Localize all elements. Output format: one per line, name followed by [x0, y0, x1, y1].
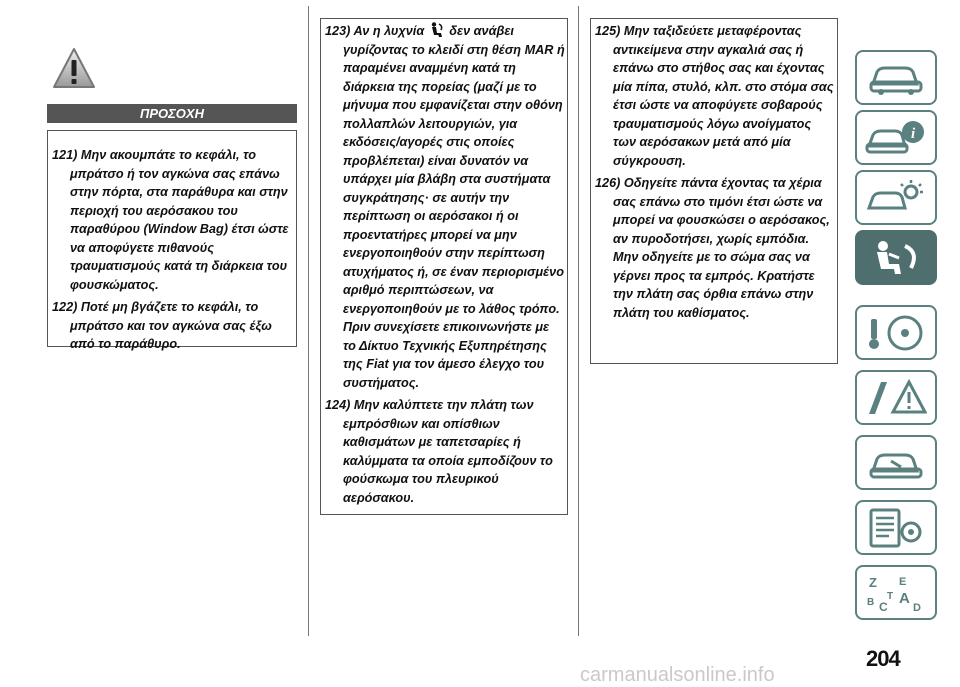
column-3	[595, 22, 835, 326]
svg-text:T: T	[887, 591, 894, 602]
car-info-icon	[865, 118, 927, 158]
alphabet-index-icon	[865, 573, 927, 613]
svg-text:E: E	[899, 576, 907, 588]
svg-text:D: D	[913, 602, 921, 613]
tech-data-icon	[865, 508, 927, 548]
svg-text:B: B	[867, 597, 875, 608]
car-icon	[865, 58, 927, 98]
warning-item-121: 121) Μην ακουμπάτε το κεφάλι, το μπράτσο ή τον αγκώνα σας επάνω στην πόρτα, στα παράθυρα και στην περιοχή του αερόσακου του παραθύρου (Window Bag) έτσι ώστε να αποφύγετε πιθανούς τραυματισμούς κατά τη διάρκεια του φουσκώματος.	[52, 148, 289, 292]
warning-item-123-text: δεν ανάβει γυρίζοντας το κλειδί στη θέση MAR ή παραμένει αναμμένη κατά τη διάρκεια της πορείας (μαζί με το μήνυμα που εμφανίζεται στην οθόνη πολλαπλών λειτουργιών, για εκδόσεις/αγορές στις οποίες προβλέπεται) είναι δυνατόν να υπάρχει μία βλάβη στα συστήματα συγκράτησης· σε αυτήν την περίπτωση οι αερόσακοι ή οι προεντατήρες μπορεί να μην ενεργοποιηθούν στην περίπτωση ατυχήματος ή, σε έναν περιορισμένο αριθμό περιπτώσεων, να ενεργοποιηθούν με το λάθος τρόπο. Πριν συνεχίσετε επικοινωνήστε με το Δίκτυο Τεχνικής Εξυπηρέτησης της Fiat για τον άμεσο έλεγχο του συστήματος.	[343, 24, 565, 390]
airbag-seat-icon	[865, 238, 927, 278]
tab-index[interactable]	[855, 565, 937, 620]
airbag-warning-lamp-icon	[430, 22, 444, 38]
column-2	[325, 22, 565, 511]
warning-item-122: 122) Ποτέ μη βγάζετε το κεφάλι, το μπράτσο και τον αγκώνα σας έξω από το παράθυρο.	[52, 300, 272, 351]
column-divider	[578, 6, 579, 636]
warning-item-125: 125) Μην ταξιδεύετε μεταφέροντας αντικείμενα στην αγκαλιά σας ή επάνω στο στήθος σας και έχοντας μία πίπα, στυλό, κλπ. στο στόμα σας έτσι ώστε να αποφύγετε σοβαρούς τραυματισμούς λόγω ανοίγματος των αερόσακων μετά από μία σύγκρουση.	[595, 24, 834, 168]
page-number: 204	[866, 646, 900, 671]
column-1	[52, 146, 294, 358]
tab-starting-driving[interactable]	[855, 305, 937, 360]
tab-technical-data[interactable]	[855, 500, 937, 555]
svg-text:A: A	[899, 590, 910, 607]
warning-item-124: 124) Μην καλύπτετε την πλάτη των εμπρόσθιων και οπίσθιων καθισμάτων με ταπετσαρίες ή καλύμματα τα οποία εμποδίζουν το φούσκωμα του πλευρικού αερόσακου.	[325, 398, 553, 505]
tab-lights[interactable]	[855, 170, 937, 225]
svg-text:i: i	[911, 126, 916, 142]
warning-road-icon	[865, 378, 927, 418]
car-wrench-icon	[865, 443, 927, 483]
warning-item-126: 126) Οδηγείτε πάντα έχοντας τα χέρια σας επάνω στο τιμόνι έτσι ώστε να μπορεί να φουσκώσει ο αερόσακος, αν πυροδοτήσει, χωρίς εμπόδια. Μην οδηγείτε με το σώμα σας να γέρνει προς τα εμπρός. Κρατήστε την πλάτη σας όρθια επάνω στην πλάτη του καθίσματος.	[595, 176, 830, 320]
svg-text:C: C	[879, 600, 888, 613]
tab-safety[interactable]	[855, 230, 937, 285]
warning-title: ΠΡΟΣΟΧΗ	[47, 104, 297, 123]
warning-item-123-prefix: 123) Αν η λυχνία	[325, 24, 425, 38]
tab-maintenance[interactable]	[855, 435, 937, 490]
warning-triangle-icon	[52, 47, 96, 91]
tab-knowing-car[interactable]	[855, 110, 937, 165]
watermark: carmanualsonline.info	[580, 664, 775, 686]
car-light-icon	[865, 178, 927, 218]
column-divider	[308, 6, 309, 636]
tab-emergency[interactable]	[855, 370, 937, 425]
tab-dashboard[interactable]	[855, 50, 937, 105]
key-steering-icon	[865, 313, 927, 353]
svg-text:Z: Z	[869, 575, 877, 590]
warning-item-123	[325, 22, 565, 392]
